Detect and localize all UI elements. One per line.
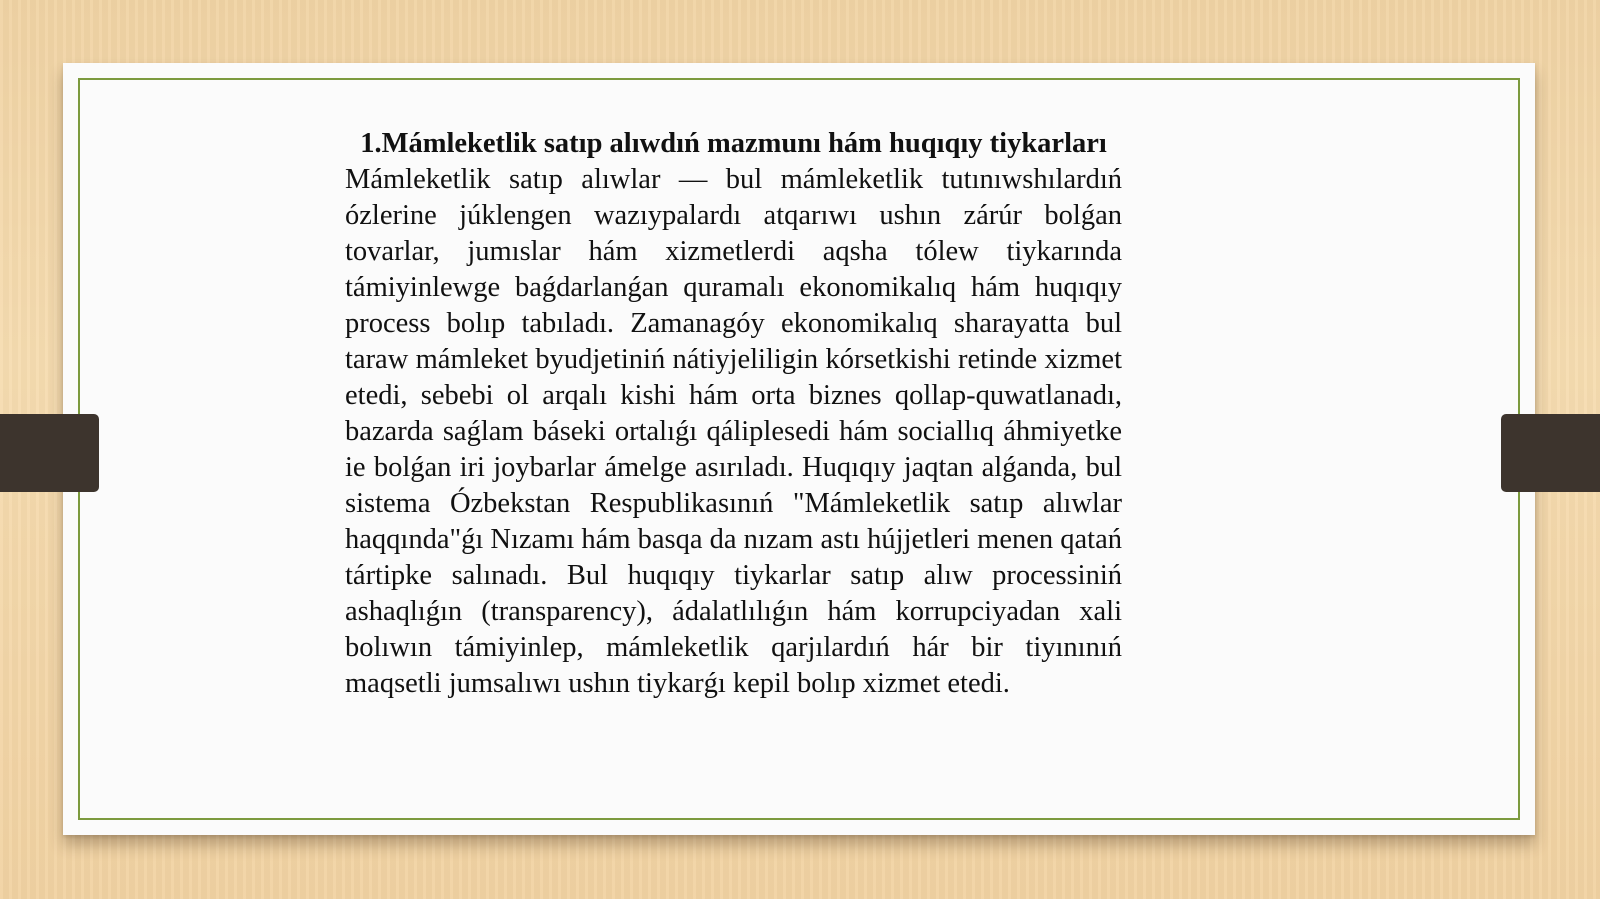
slide-title: 1.Mámleketlik satıp alıwdıń mazmunı hám huqıqıy tiykarları xyxy=(360,128,1107,159)
slide-content xyxy=(345,126,1122,702)
right-binder-tab xyxy=(1501,414,1600,492)
slide-body-text: Mámleketlik satıp alıwlar — bul mámleketlik tutınıwshılardıń ózlerine júklengen wazıypalardı atqarıwı ushın zárúr bolǵan tovarlar, jumıslar hám xizmetlerdi aqsha tólew tiykarında támiyinlewge baǵdarlanǵan quramalı ekonomikalıq hám huqıqıy process bolıp tabıladı. Zamanagóy ekonomikalıq sharayatta bul taraw mámleket byudjetiniń nátiyjeliligin kórsetkishi retinde xizmet etedi, sebebi ol arqalı kishi hám orta biznes qollap-quwatlanadı, bazarda saǵlam báseki ortalıǵı qáliplesedi hám sociallıq áhmiyetke ie bolǵan iri joybarlar ámelge asırıladı. Huqıqıy jaqtan alǵanda, bul sistema Ózbekstan Respublikasınıń "Mámleketlik satıp alıwlar haqqında"ǵı Nızamı hám basqa da nızam astı hújjetleri menen qatań tártipke salınadı. Bul huqıqıy tiykarlar satıp alıw processiniń ashaqlıǵın (transparency), ádalatlılıǵın hám korrupciyadan xali bolıwın támiyinlep, mámleketlik qarjılardıń hár bir tiyınınıń maqsetli jumsalıwı ushın tiykarǵı kepil bolıp xizmet etedi. xyxy=(345,164,1122,699)
left-binder-tab xyxy=(0,414,99,492)
